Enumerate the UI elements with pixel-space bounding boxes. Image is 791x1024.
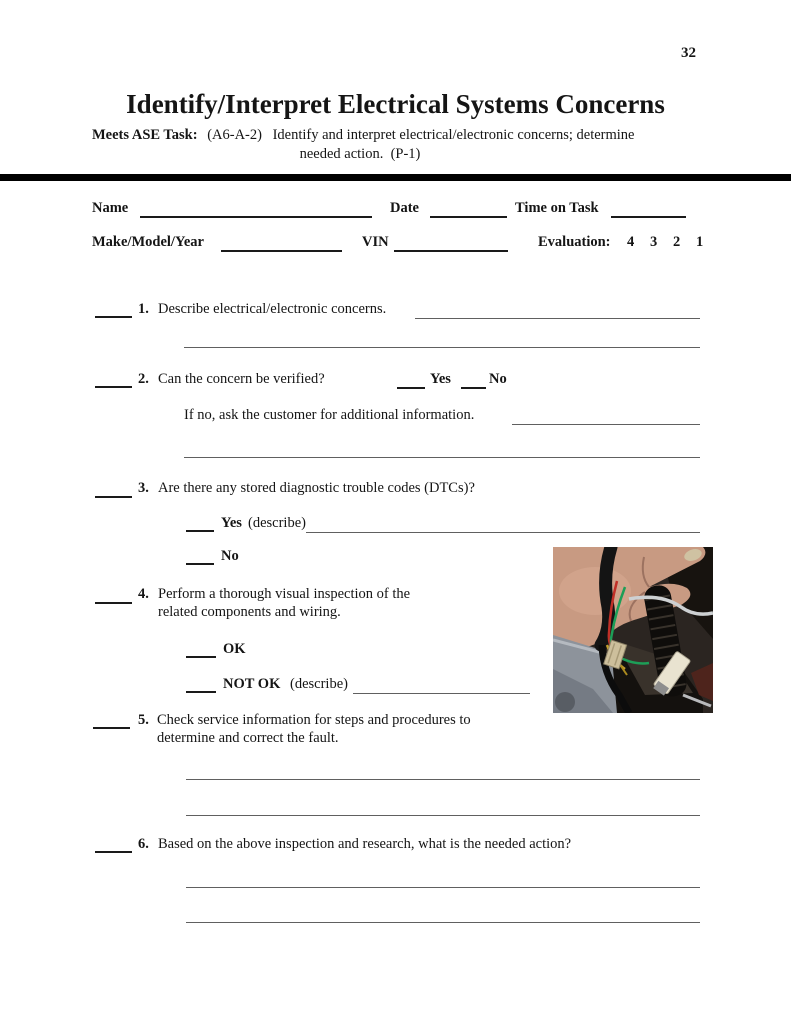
vin-label: VIN	[362, 234, 389, 250]
item3-yes-label: Yes	[221, 515, 242, 531]
evaluation-score-1: 1	[696, 234, 704, 250]
item3-yes-blank	[186, 515, 214, 532]
item1-answer-line-2	[184, 331, 700, 348]
item4-number: 4.	[138, 586, 149, 602]
page-title: Identify/Interpret Electrical Systems Concerns	[126, 89, 665, 119]
item2-yes-blank	[397, 372, 425, 389]
item2-score-blank	[95, 371, 132, 388]
item5-answer-line-2	[186, 799, 700, 816]
item6-answer-line-2	[186, 906, 700, 923]
item2-no-blank	[461, 372, 486, 389]
item6-answer-line-1	[186, 871, 700, 888]
item1-score-blank	[95, 301, 132, 318]
time-on-task-blank-line	[611, 201, 686, 218]
item3-no-blank	[186, 548, 214, 565]
item4-score-blank	[95, 587, 132, 604]
item4-text-line2: related components and wiring.	[158, 604, 341, 620]
item2-no-label: No	[489, 371, 507, 387]
item6-number: 6.	[138, 836, 149, 852]
page-number: 32	[681, 45, 696, 61]
item4-ok-label: OK	[223, 641, 246, 657]
make-model-year-blank-line	[221, 235, 342, 252]
item3-yes-describe-line	[306, 516, 700, 533]
name-blank-line	[140, 201, 372, 218]
item4-notok-blank	[186, 676, 216, 693]
name-label: Name	[92, 200, 129, 216]
item4-notok-describe-label: (describe)	[290, 676, 348, 692]
item3-number: 3.	[138, 480, 149, 496]
item5-answer-line-1	[186, 763, 700, 780]
time-on-task-label: Time on Task	[515, 200, 599, 216]
ase-task-line2: needed action. (P-1)	[299, 146, 421, 162]
item5-number: 5.	[138, 712, 149, 728]
item4-ok-blank	[186, 641, 216, 658]
item3-text: Are there any stored diagnostic trouble codes (DTCs)?	[158, 480, 475, 496]
item1-number: 1.	[138, 301, 149, 317]
evaluation-label: Evaluation:	[538, 234, 611, 250]
item2-followup-text: If no, ask the customer for additional information.	[184, 407, 475, 423]
wiring-harness-photo-art	[553, 547, 713, 713]
item3-no-label: No	[221, 548, 239, 564]
make-model-year-label: Make/Model/Year	[92, 234, 204, 250]
item4-notok-describe-line	[353, 677, 530, 694]
ase-task-line	[92, 126, 635, 144]
item5-score-blank	[93, 712, 130, 729]
item6-score-blank	[95, 836, 132, 853]
item1-answer-line-1	[415, 302, 700, 319]
item2-yes-label: Yes	[430, 371, 451, 387]
ase-task-label: Meets ASE Task:	[92, 127, 198, 143]
item4-notok-label: NOT OK	[223, 676, 281, 692]
vin-blank-line	[394, 235, 508, 252]
item3-score-blank	[95, 481, 132, 498]
ase-task-code: (A6-A-2)	[207, 127, 262, 143]
evaluation-score-2: 2	[673, 234, 681, 250]
item6-text: Based on the above inspection and research, what is the needed action?	[158, 836, 572, 852]
date-blank-line	[430, 201, 507, 218]
item5-text-line2: determine and correct the fault.	[157, 730, 339, 746]
evaluation-score-4: 4	[627, 234, 635, 250]
evaluation-score-3: 3	[650, 234, 658, 250]
header-divider	[0, 174, 791, 181]
date-label: Date	[390, 200, 419, 216]
item2-number: 2.	[138, 371, 149, 387]
item2-answer-line	[184, 441, 700, 458]
item2-text: Can the concern be verified?	[158, 371, 325, 387]
item1-text: Describe electrical/electronic concerns.	[158, 301, 387, 317]
item4-text-line1: Perform a thorough visual inspection of the	[158, 586, 411, 602]
item2-followup-line	[512, 408, 700, 425]
ase-task-text: Identify and interpret electrical/electronic concerns; determine	[272, 127, 635, 143]
wiring-harness-photo	[553, 547, 713, 713]
item5-text-line1: Check service information for steps and procedures to	[157, 712, 471, 728]
item3-yes-describe-label: (describe)	[248, 515, 306, 531]
